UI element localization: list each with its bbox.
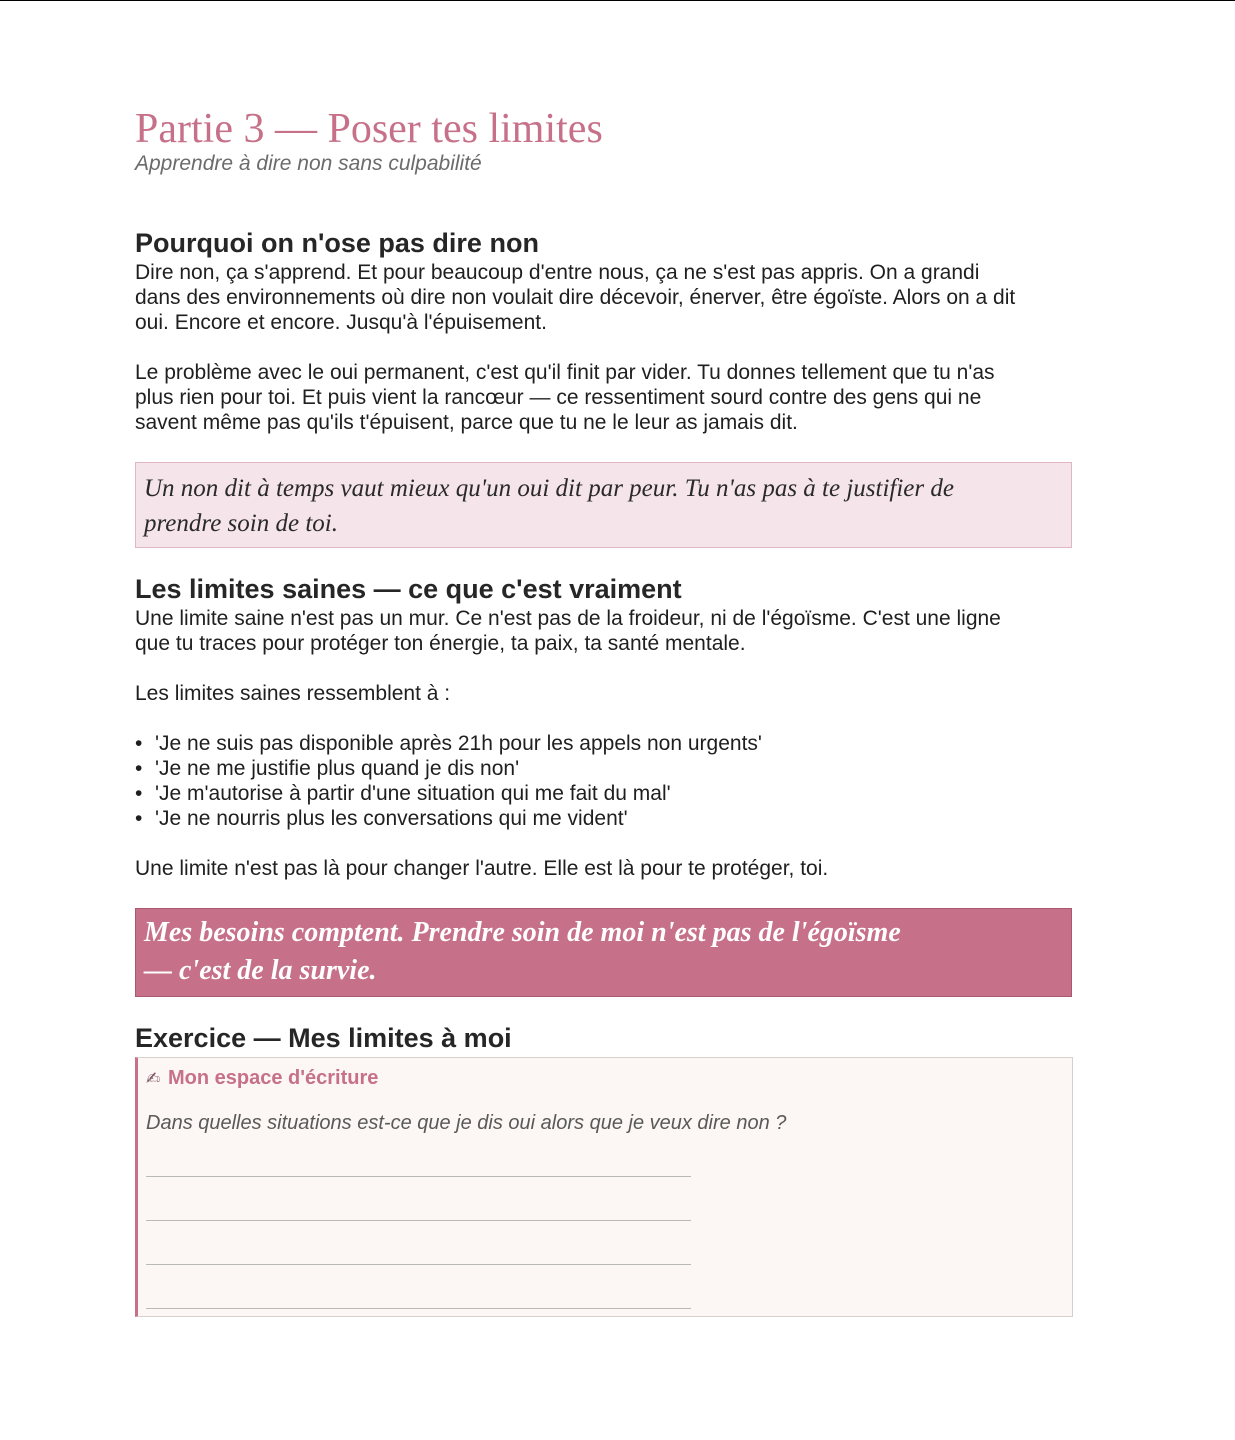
- paragraph-line: Une limite saine n'est pas un mur. Ce n'est pas de la froideur, ni de l'égoïsme. C'est une ligne: [135, 607, 1001, 630]
- writing-space-box: [135, 1057, 1073, 1317]
- list-item: • 'Je ne me justifie plus quand je dis non': [135, 756, 762, 781]
- page-subtitle: Apprendre à dire non sans culpabilité: [135, 152, 482, 175]
- section-title-healthy-limits: Les limites saines — ce que c'est vraiment: [135, 574, 682, 604]
- paragraph-line: dans des environnements où dire non voulait dire décevoir, énerver, être égoïste. Alors on a dit: [135, 286, 1016, 309]
- paragraph-line: que tu traces pour protéger ton énergie, ta paix, ta santé mentale.: [135, 632, 746, 655]
- writing-line[interactable]: [146, 1308, 691, 1309]
- paragraph-line: Le problème avec le oui permanent, c'est qu'il finit par vider. Tu donnes tellement que tu n'as: [135, 361, 995, 384]
- writing-prompt: Dans quelles situations est-ce que je dis oui alors que je veux dire non ?: [146, 1112, 787, 1134]
- writing-space-title: Mon espace d'écriture: [168, 1067, 379, 1089]
- section-title-exercise: Exercice — Mes limites à moi: [135, 1023, 512, 1053]
- writing-line[interactable]: [146, 1264, 691, 1265]
- bullets-intro: Les limites saines ressemblent à :: [135, 682, 451, 705]
- section1-paragraph-2: [135, 360, 995, 435]
- quote-line: Un non dit à temps vaut mieux qu'un oui dit par peur. Tu n'as pas à te justifier de: [144, 475, 954, 502]
- closing-sentence: Une limite n'est pas là pour changer l'autre. Elle est là pour te protéger, toi.: [135, 857, 829, 880]
- affirmation-line: Mes besoins comptent. Prendre soin de moi n'est pas de l'égoïsme: [144, 917, 901, 948]
- quote-box: [135, 462, 1072, 548]
- writing-line[interactable]: [146, 1220, 691, 1221]
- limits-bullet-list: [135, 731, 762, 831]
- quote-line: prendre soin de toi.: [144, 510, 338, 537]
- writing-line[interactable]: [146, 1176, 691, 1177]
- paragraph-line: savent même pas qu'ils t'épuisent, parce que tu ne le leur as jamais dit.: [135, 411, 798, 434]
- paragraph-line: Dire non, ça s'apprend. Et pour beaucoup d'entre nous, ça ne s'est pas appris. On a grandi: [135, 261, 980, 284]
- list-item: • 'Je m'autorise à partir d'une situation qui me fait du mal': [135, 781, 762, 806]
- affirmation-line: — c'est de la survie.: [144, 955, 377, 986]
- section2-paragraph-1: [135, 606, 1001, 656]
- list-item: • 'Je ne nourris plus les conversations qui me vident': [135, 806, 762, 831]
- list-item: • 'Je ne suis pas disponible après 21h pour les appels non urgents': [135, 731, 762, 756]
- paragraph-line: oui. Encore et encore. Jusqu'à l'épuisement.: [135, 311, 547, 334]
- page-title: Partie 3 — Poser tes limites: [135, 106, 603, 152]
- top-border-rule: [0, 0, 1235, 1]
- writing-space-header: [146, 1066, 378, 1091]
- section1-paragraph-1: [135, 260, 1015, 335]
- section-title-why-no: Pourquoi on n'ose pas dire non: [135, 228, 539, 258]
- paragraph-line: plus rien pour toi. Et puis vient la rancœur — ce ressentiment sourd contre des gens qui ne: [135, 386, 982, 409]
- affirmation-box: [135, 908, 1072, 997]
- pen-writing-icon: ✍: [146, 1069, 161, 1088]
